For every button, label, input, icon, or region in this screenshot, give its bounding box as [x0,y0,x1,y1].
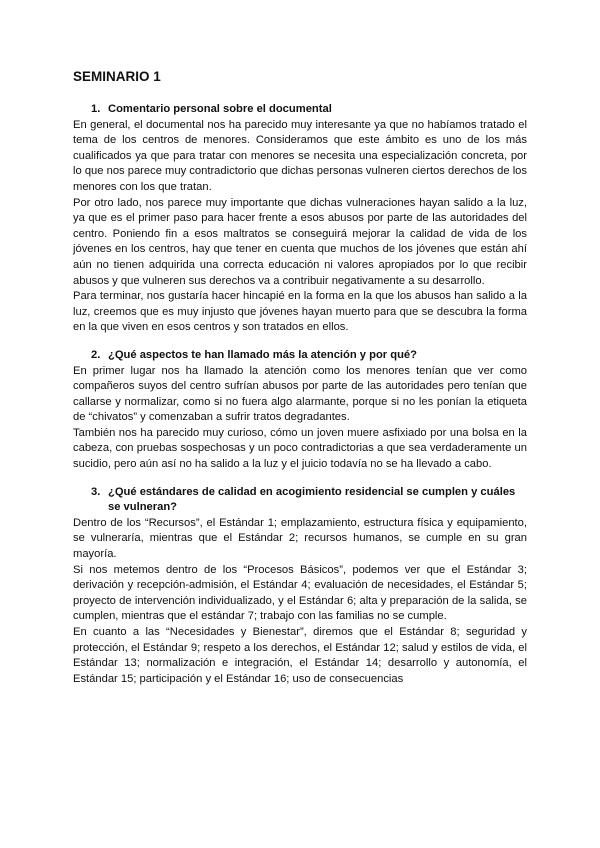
section-heading-text: ¿Qué aspectos te han llamado más la atención y por qué? [108,348,417,361]
paragraph: En cuanto a las “Necesidades y Bienestar”, diremos que el Estándar 8; seguridad y protección, el Estándar 9; respeto a los derechos, el Estándar 12; salud y estilos de vida, el Estándar 13; normalización e integración, el Estándar 14; desarrollo y autonomía, el Estándar 15; participación y el Estándar 16; uso de consecuencias [73,626,527,685]
section-3 [73,485,527,688]
section-heading [73,102,527,118]
paragraph: En general, el documental nos ha parecido muy interesante ya que no habíamos tratado el tema de los centros de menores. Consideramos que este ámbito es uno de los más cualificados ya que para tratar con menores se necesita una especialización concreta, por lo que nos parece muy contradictorio que dichas personas vulneren ciertos derechos de los menores con los que tratan. [73,118,527,193]
document-page [73,68,527,699]
section-heading-text: ¿Qué estándares de calidad en acogimiento residencial se cumplen y cuáles se vulneran? [108,485,516,514]
document-title: SEMINARIO 1 [73,69,161,84]
section-number: 3. [91,485,101,498]
section-heading [73,348,527,364]
paragraph: También nos ha parecido muy curioso, cómo un joven muere asfixiado por una bolsa en la cabeza, con pruebas sospechosas y un poco contradictorias a que sea verdaderamente un sucidio, pero aún así no ha salido a la luz y el juicio todavía no se ha llevado a cabo. [73,426,527,471]
paragraph: Para terminar, nos gustaría hacer hincapié en la forma en la que los abusos han salido a la luz, creemos que es muy injusto que jóvenes hayan muerto para que se descubra la forma en la que viven en esos centros y son tratados en ellos. [73,290,527,334]
section-number: 1. [91,103,101,115]
section-1 [73,102,527,336]
section-heading [73,485,527,516]
paragraph: Por otro lado, nos parece muy importante que dichas vulneraciones hayan salido a la luz, ya que es el primer paso para hacer frente a esos abusos por parte de las autoridades del centro. Poniendo fin a esos maltratos se conseguirá mejorar la calidad de vida de los jóvenes en los centros, hay que tener en cuenta que muchos de los jóvenes que están ahí aún no tienen adquirida una correcta educación ni valores apropiados por lo que recibir abusos y que vulneren sus derechos va a contribuir negativamente a su desarrollo. [73,196,527,287]
paragraph: En primer lugar nos ha llamado la atención como los menores tenían que ver como compañeros suyos del centro sufrían abusos por parte de las autoridades pero tenían que callarse y normalizar, como si no fuera algo alarmante, porque si no les ponían la etiqueta de “chivatos” y comenzaban a sufrir tratos degradantes. [73,364,527,424]
section-2 [73,348,527,473]
paragraph: Si nos metemos dentro de los “Procesos Básicos”, podemos ver que el Estándar 3; derivación y recepción-admisión, el Estándar 4; evaluación de necesidades, el Estándar 5; proyecto de intervención individualizado, y el Estándar 6; alta y preparación de la salida, se cumplen, mientras que el estándar 7; trabajo con las familias no se cumple. [73,563,527,623]
section-heading-text: Comentario personal sobre el documental [108,103,332,115]
paragraph: Dentro de los “Recursos”, el Estándar 1; emplazamiento, estructura física y equipamiento, se vulneraría, mientras que el Estándar 2; recursos humanos, se cumple en su gran mayoría. [73,516,527,561]
section-number: 2. [91,348,101,361]
